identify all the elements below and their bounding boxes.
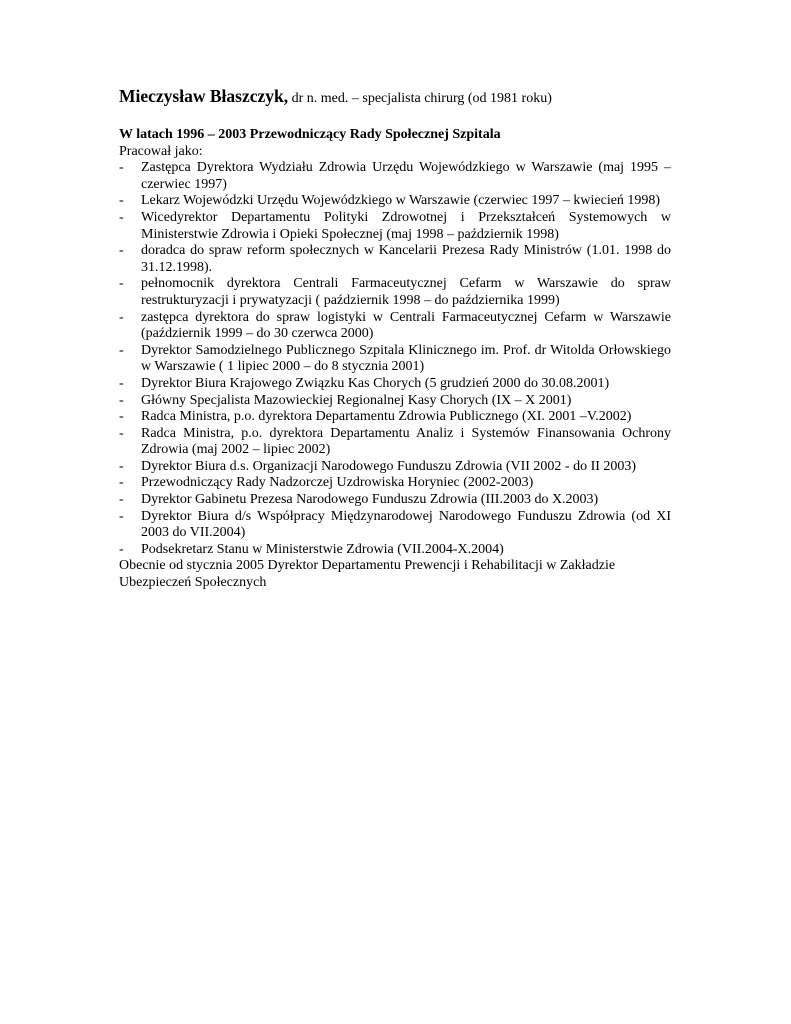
list-item: - Główny Specjalista Mazowieckiej Regionalnej Kasy Chorych (IX – X 2001)	[119, 393, 671, 410]
person-name: Mieczysław Błaszczyk,	[119, 86, 289, 106]
list-item: - Dyrektor Gabinetu Prezesa Narodowego Funduszu Zdrowia (III.2003 do X.2003)	[119, 492, 671, 509]
list-item: - zastępca dyrektora do spraw logistyki w Centrali Farmaceutycznej Cefarm w Warszawie (październik 1999 – do 30 czerwca 2000)	[119, 310, 671, 343]
list-item: - Radca Ministra, p.o. dyrektora Departamentu Analiz i Systemów Finansowania Ochrony Zdrowia (maj 2002 – lipiec 2002)	[119, 426, 671, 459]
document-page	[119, 86, 671, 592]
list-item: - Dyrektor Biura d/s Współpracy Międzynarodowej Narodowego Funduszu Zdrowia (od XI 2003 do VII.2004)	[119, 509, 671, 542]
person-heading	[119, 86, 671, 109]
list-item: - Wicedyrektor Departamentu Polityki Zdrowotnej i Przekształceń Systemowych w Ministerstwie Zdrowia i Opieki Społecznej (maj 1998 – październik 1998)	[119, 210, 671, 243]
list-item: - Podsekretarz Stanu w Ministerstwie Zdrowia (VII.2004-X.2004)	[119, 542, 671, 559]
list-item: - Dyrektor Biura Krajowego Związku Kas Chorych (5 grudzień 2000 do 30.08.2001)	[119, 376, 671, 393]
list-item: - doradca do spraw reform społecznych w Kancelarii Prezesa Rady Ministrów (1.01. 1998 do 31.12.1998).	[119, 243, 671, 276]
list-item: - Dyrektor Biura d.s. Organizacji Narodowego Funduszu Zdrowia (VII 2002 - do II 2003)	[119, 459, 671, 476]
list-item: - Lekarz Wojewódzki Urzędu Wojewódzkiego w Warszawie (czerwiec 1997 – kwiecień 1998)	[119, 193, 671, 210]
current-position: Obecnie od stycznia 2005 Dyrektor Departamentu Prewencji i Rehabilitacji w Zakładzie Ubezpieczeń Społecznych	[119, 558, 616, 591]
section-heading: W latach 1996 – 2003 Przewodniczący Rady Społecznej Szpitala	[119, 127, 501, 142]
list-item: - Zastępca Dyrektora Wydziału Zdrowia Urzędu Wojewódzkiego w Warszawie (maj 1995 – czerwiec 1997)	[119, 160, 671, 193]
list-item: - Dyrektor Samodzielnego Publicznego Szpitala Klinicznego im. Prof. dr Witolda Orłowskiego w Warszawie ( 1 lipiec 2000 – do 8 stycznia 2001)	[119, 343, 671, 376]
roles-list	[119, 160, 671, 558]
list-item: - Radca Ministra, p.o. dyrektora Departamentu Zdrowia Publicznego (XI. 2001 –V.2002)	[119, 409, 671, 426]
list-item: - pełnomocnik dyrektora Centrali Farmaceutycznej Cefarm w Warszawie do spraw restrukturyzacji i prywatyzacji ( październik 1998 – do października 1999)	[119, 276, 671, 309]
section-intro: Pracował jako:	[119, 143, 203, 159]
list-item: - Przewodniczący Rady Nadzorczej Uzdrowiska Horyniec (2002-2003)	[119, 475, 671, 492]
person-title: dr n. med. – specjalista chirurg (od 1981 roku)	[291, 91, 552, 106]
